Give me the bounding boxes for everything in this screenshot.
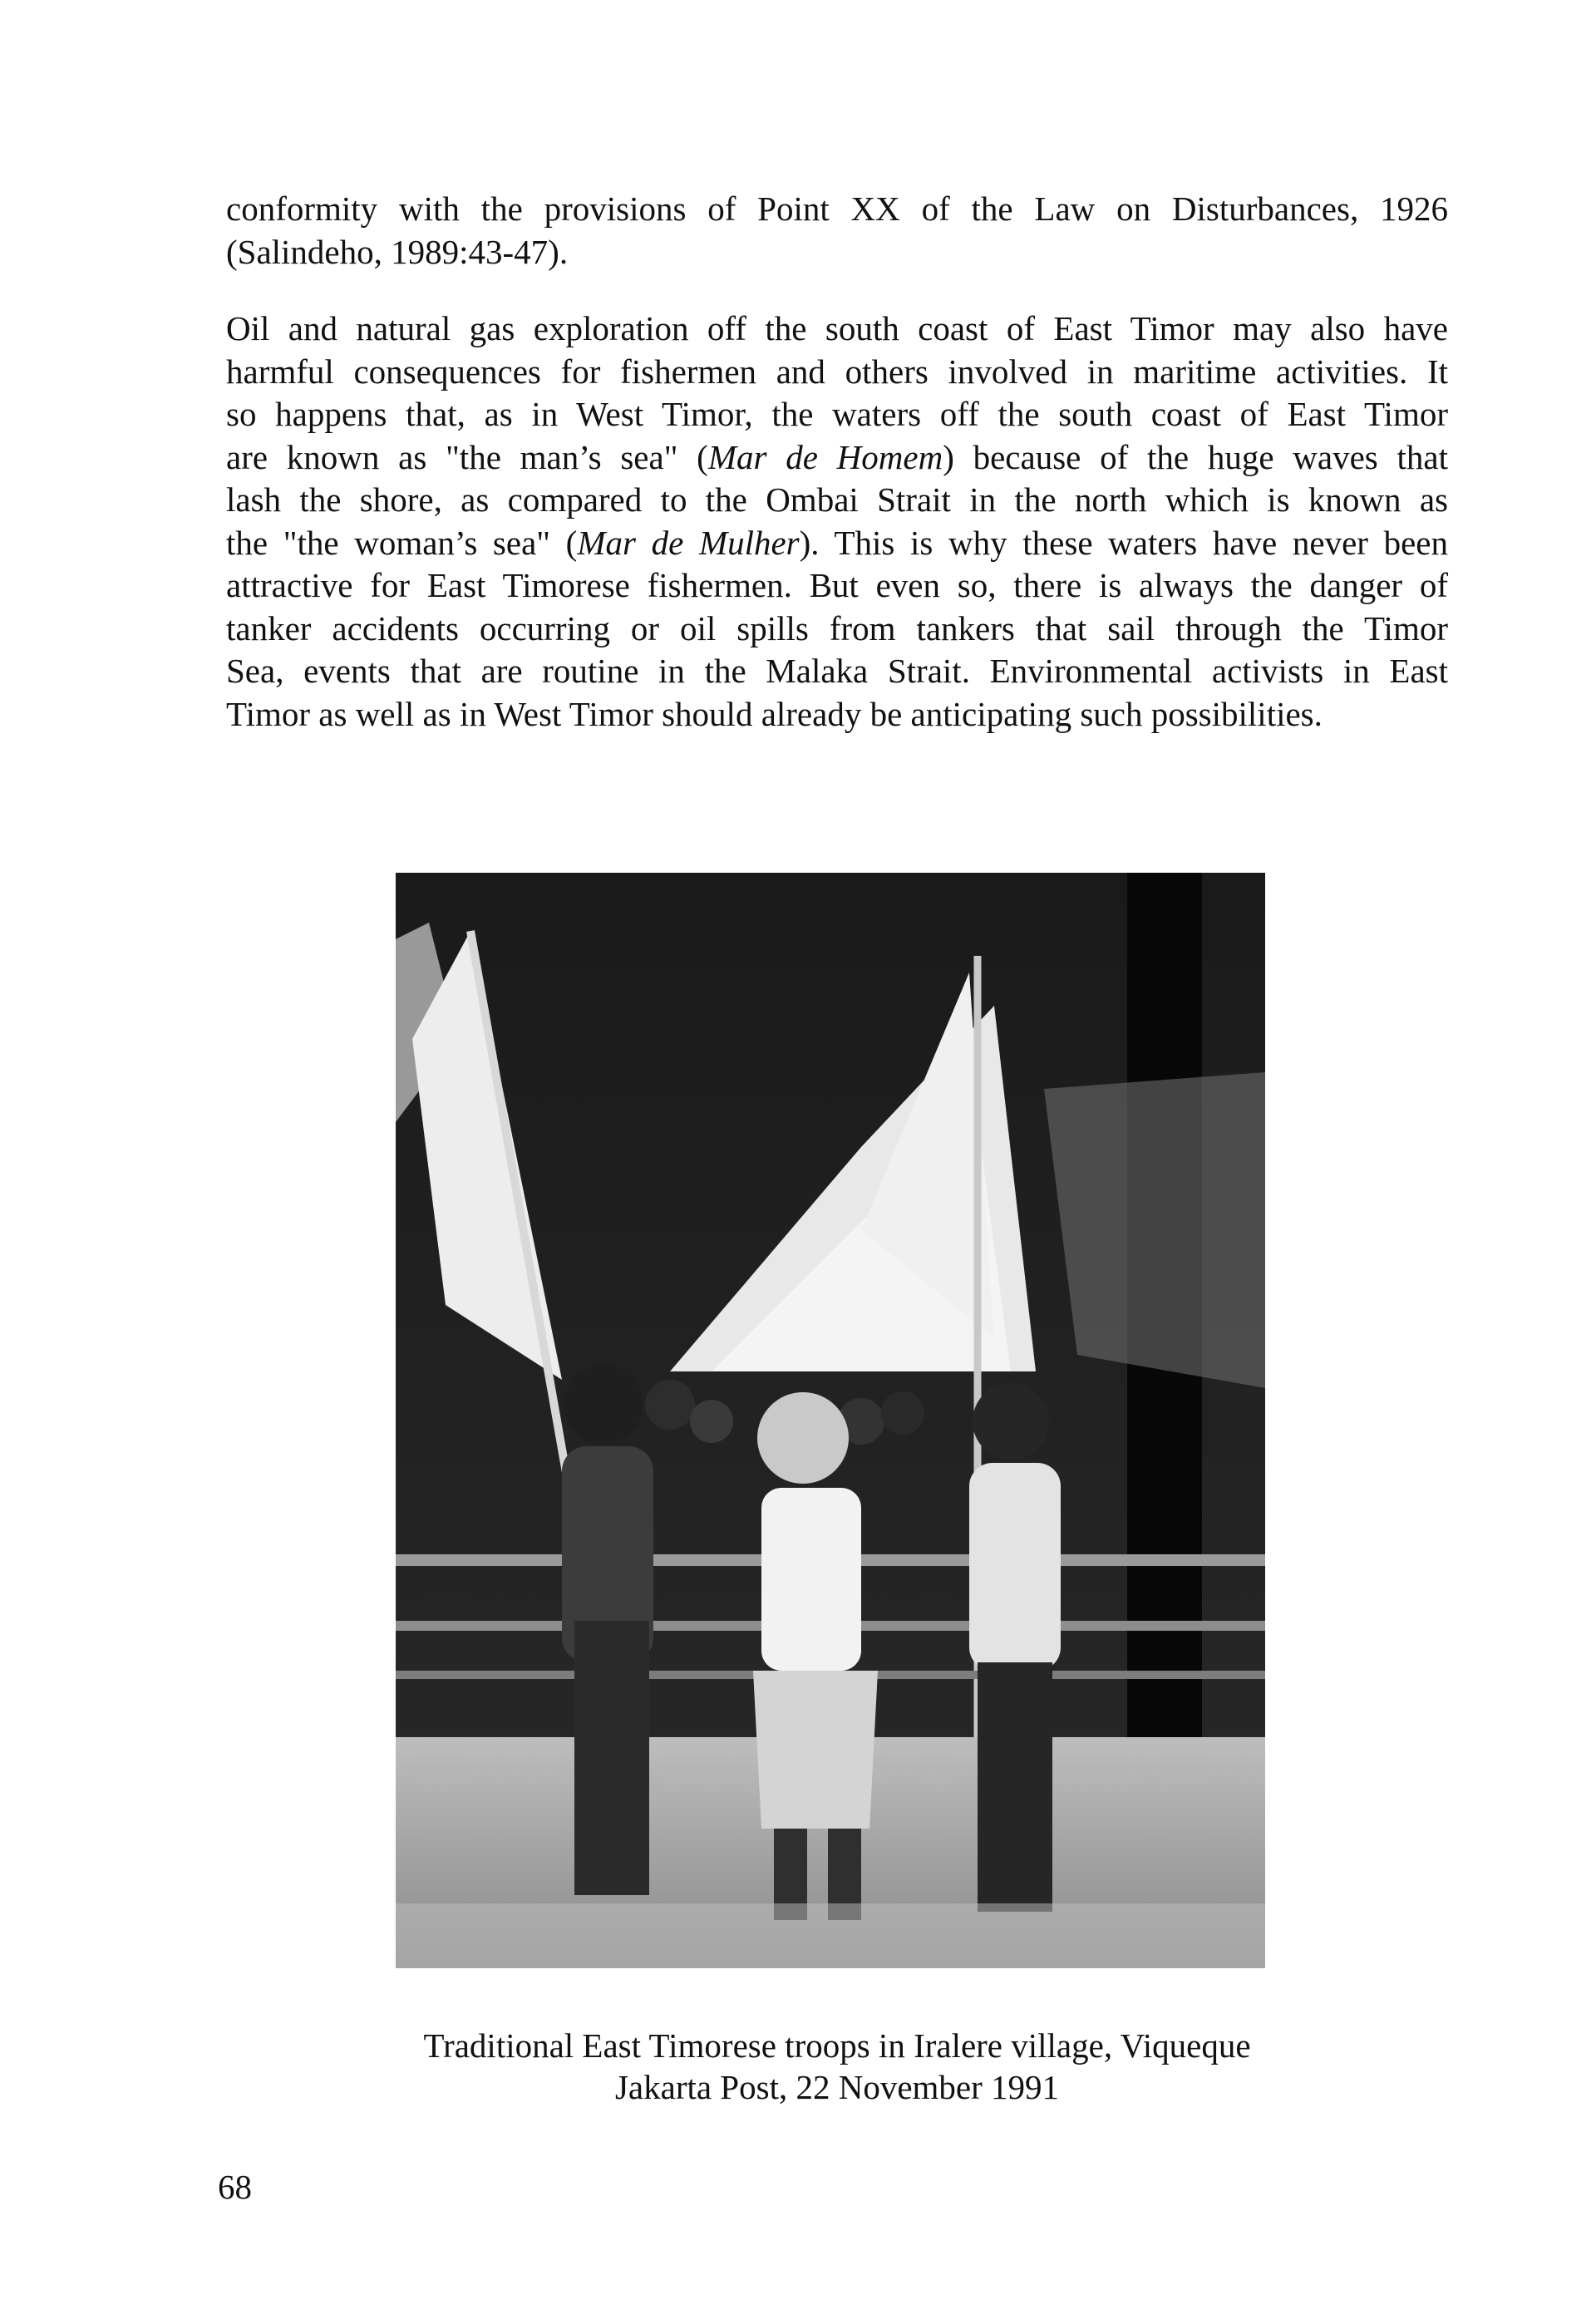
paragraph-line: Timor as well as in West Timor should already be anticipating such possibilities.: [226, 694, 1323, 733]
paragraph-line: Sea, events that are routine in the Malaka Strait. Environmental activists in East: [226, 652, 1448, 690]
paragraph-line: attractive for East Timorese fishermen. But even so, there is always the danger of: [226, 566, 1448, 604]
paragraph-line: lash the shore, as compared to the Ombai Strait in the north which is known as: [226, 480, 1448, 519]
paragraph-1: [226, 188, 1448, 273]
troops-photograph: [396, 873, 1265, 1968]
photo-caption-source: Jakarta Post, 22 November 1991: [614, 2068, 1060, 2106]
paragraph-line: conformity with the provisions of Point XX of the Law on Disturbances, 1926: [226, 190, 1448, 228]
page-number: 68: [218, 2168, 252, 2206]
paragraph-2: [226, 308, 1448, 736]
paragraph-line: so happens that, as in West Timor, the waters off the south coast of East Timor: [226, 395, 1448, 433]
paragraph-line: harmful consequences for fishermen and others involved in maritime activities. It: [226, 352, 1448, 391]
photo-caption-title: Traditional East Timorese troops in Iralere village, Viqueque: [423, 2026, 1251, 2065]
paragraph-line: Oil and natural gas exploration off the south coast of East Timor may also have: [226, 309, 1448, 347]
paragraph-line: are known as "the man’s sea" (Mar de Homem) because of the huge waves that: [226, 437, 1448, 476]
paragraph-line: (Salindeho, 1989:43-47).: [226, 232, 569, 271]
paragraph-line: tanker accidents occurring or oil spills from tankers that sail through the Timor: [226, 608, 1448, 647]
paragraph-line: the "the woman’s sea" (Mar de Mulher). This is why these waters have never been: [226, 523, 1448, 562]
photograph-icon: [396, 873, 1265, 1968]
